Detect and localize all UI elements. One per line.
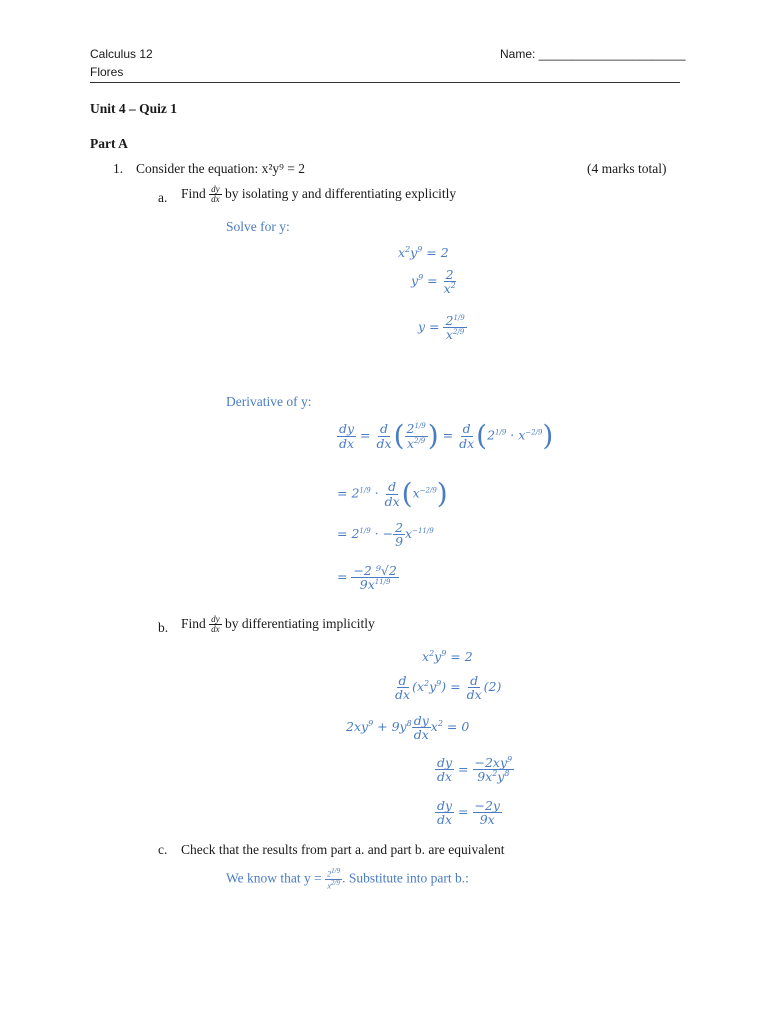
we-know-text: We know that y = xyxy=(226,870,322,886)
solve-step-3: y = $\frac{2^{1/9}}{x^{2/9}}$ xyxy=(418,313,465,343)
implicit-step-1: $x^2y^9 = 2$ xyxy=(422,649,473,665)
derivative-label: Derivative of y: xyxy=(226,394,312,409)
solve-step-1: $x^2y^9 = 2$ xyxy=(398,245,449,261)
implicit-step-3: $2xy^9 + 9y^8$ $\frac{dy}{dx}$ $x^2 = 0$ xyxy=(346,713,470,743)
question-number: 1. xyxy=(113,161,124,176)
derivative-step-4: = $\frac{\text{−2 ⁹√2}}{9x^{11/9}}$ xyxy=(337,563,397,593)
derivative-step-1: $\frac{dy}{dx}$ = $\frac{d}{dx}$ ( $\frac{2^{1/9}}{x^{2/9}}$ ) = $\frac{d}{dx}$ $(2^{1/9} \cdot x^{-2/9})$ xyxy=(339,419,554,452)
part-c-answer xyxy=(226,868,469,891)
student-name-field: Name: ______________________ xyxy=(500,47,686,61)
derivative-step-3: = $2^{1/9}$ · − $\frac{2}{9}$ $x^{-11/9}$ xyxy=(337,520,434,550)
part-a-prefix: Find xyxy=(181,186,206,202)
dy-dx-fraction: $\frac{dy}{dx}$ xyxy=(211,184,220,205)
teacher-name: Flores xyxy=(90,65,124,79)
dy-dx-fraction: $\frac{dy}{dx}$ xyxy=(211,614,220,635)
part-a-letter: a. xyxy=(158,190,168,205)
solve-step-2: $y^9$ = $\frac{2}{x^2}$ xyxy=(411,267,456,297)
question-marks: (4 marks total) xyxy=(587,161,667,176)
question-text: Consider the equation: x²y⁹ = 2 xyxy=(136,161,305,176)
quiz-title: Unit 4 – Quiz 1 xyxy=(90,101,178,116)
part-a-prompt xyxy=(181,185,456,205)
y-value-fraction: $\frac{21/9}{x2/9}$ xyxy=(327,867,341,891)
implicit-step-5: $\frac{dy}{dx}$ = $\frac{-2y}{9x}$ xyxy=(437,798,500,828)
part-label: Part A xyxy=(90,136,128,151)
part-c-letter: c. xyxy=(158,842,168,857)
part-b-prefix: Find xyxy=(181,616,206,632)
solve-label: Solve for y: xyxy=(226,219,290,234)
part-b-letter: b. xyxy=(158,620,169,635)
part-b-prompt xyxy=(181,615,375,635)
header-divider xyxy=(90,82,680,83)
part-c-text: Check that the results from part a. and part b. are equivalent xyxy=(181,842,505,857)
implicit-step-2: $\frac{d}{dx}$ $(x^2y^9)$ = $\frac{d}{dx}$ (2) xyxy=(395,673,502,703)
part-a-suffix: by isolating y and differentiating explicitly xyxy=(225,186,457,202)
course-name: Calculus 12 xyxy=(90,47,153,61)
derivative-step-2: = $2^{1/9}$ · $\frac{d}{dx}$ $(x^{-2/9})$ xyxy=(337,477,448,510)
substitute-text: . Substitute into part b.: xyxy=(342,870,469,886)
part-b-suffix: by differentiating implicitly xyxy=(225,616,375,632)
implicit-step-4: $\frac{dy}{dx}$ = $\frac{-2xy^9}{9x^2y^8}$ xyxy=(437,755,513,785)
